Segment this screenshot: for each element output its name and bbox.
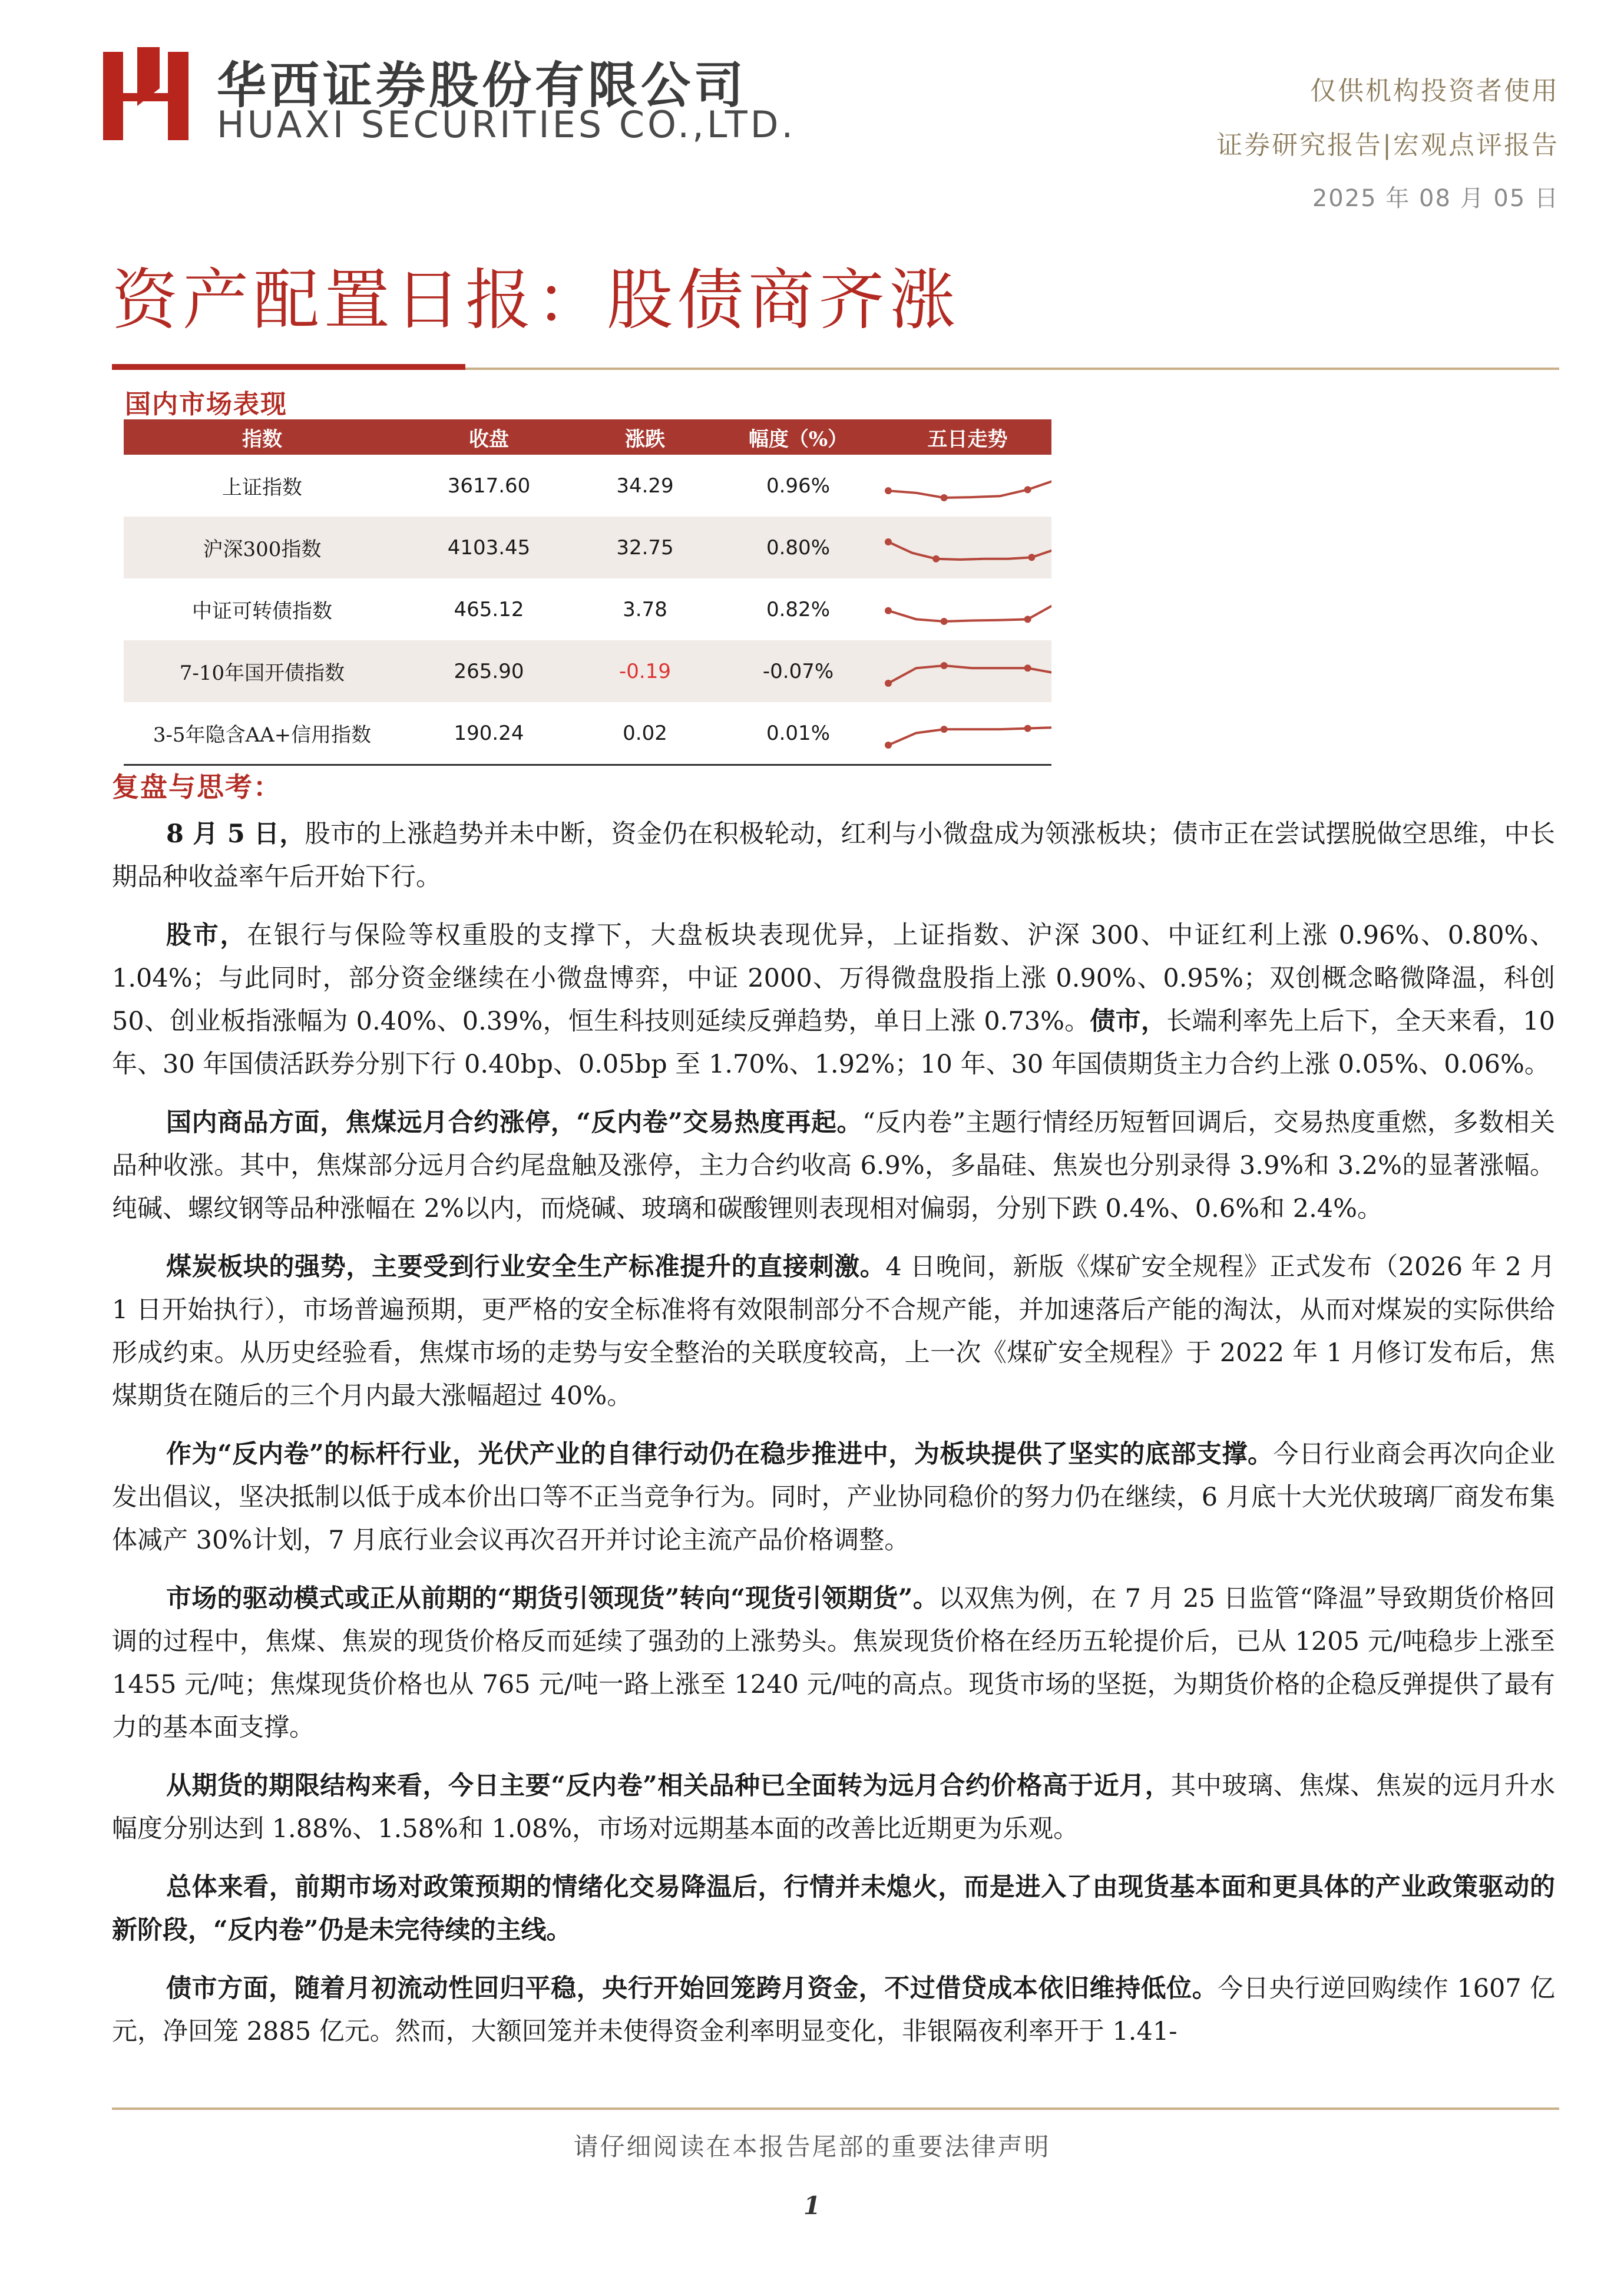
sparkline — [884, 530, 1051, 565]
pct-cell: 0.80% — [766, 535, 830, 560]
paragraph — [112, 813, 1555, 899]
paragraph-lead: 债市， — [1090, 1007, 1167, 1036]
index-name-cell: 中证可转债指数 — [192, 600, 332, 623]
paragraph-text: 长端利率先上后下，全天来看，10 年、30 年国债活跃券分别下行 0.40bp、0.05bp 至 1.70%、1.92%；10 年、30 年国债期货主力合约上涨 0.05%、0.06%。 — [112, 1007, 1556, 1079]
footer-divider — [112, 2108, 1559, 2110]
index-name-cell: 上证指数 — [222, 476, 302, 499]
body-text — [112, 813, 1555, 2069]
index-name-cell: 3-5年隐含AA+信用指数 — [153, 723, 372, 747]
paragraph-lead: 从期货的期限结构来看，今日主要“反内卷”相关品种已全面转为远月合约价格高于近月， — [166, 1771, 1171, 1801]
sparkline-point — [885, 607, 892, 614]
column-header-index: 指数 — [242, 427, 282, 451]
huaxi-logo-icon — [103, 47, 188, 141]
paragraph-text: 其中玻璃、焦煤、焦炭的远月升水幅度分别达到 1.88%、1.58%和 1.08%，市场对远期基本面的改善比近期更为乐观。 — [112, 1771, 1555, 1844]
pct-cell: 0.82% — [766, 597, 830, 621]
page-number: 1 — [803, 2191, 821, 2220]
title-divider-gold — [465, 368, 1559, 370]
trend-cell — [884, 592, 1051, 627]
paragraph-text: 今日行业商会再次向企业发出倡议，坚决抵制以低于成本价出口等不正当竞争行为。同时，产业协同稳价的努力仍在继续，6 月底十大光伏玻璃厂商发布集体减产 30%计划，7 月底行业会议再次召开并讨论主流产品价格调整。 — [112, 1440, 1555, 1555]
sparkline-point — [941, 662, 948, 669]
paragraph — [112, 1866, 1555, 1952]
paragraph — [112, 1433, 1555, 1562]
table-row — [124, 455, 1051, 517]
paragraph — [112, 1246, 1555, 1418]
column-header-change: 涨跌 — [625, 427, 665, 451]
table-header — [124, 419, 1051, 455]
column-header-close: 收盘 — [469, 427, 509, 451]
change-cell: -0.19 — [619, 659, 671, 683]
table-body — [124, 455, 1051, 764]
change-cell: 3.78 — [623, 597, 667, 621]
paragraph-text: “反内卷”主题行情经历短暂回调后，交易热度重燃，多数相关品种收涨。其中，焦煤部分远月合约尾盘触及涨停，主力合约收高 6.9%，多晶硅、焦炭也分别录得 3.9%和 3.2%的显著涨幅。纯碱、螺纹钢等品种涨幅在 2%以内，而烧碱、玻璃和碳酸锂则表现相对偏弱，分别下跌 0.4%、0.6%和 2.4%。 — [112, 1108, 1556, 1223]
company-name-cn: 华西证券股份有限公司 — [217, 57, 747, 114]
sparkline-point — [1028, 554, 1035, 561]
change-cell: 32.75 — [616, 535, 674, 560]
index-name-cell: 沪深300指数 — [203, 538, 322, 561]
sparkline — [884, 468, 1051, 504]
paragraph-lead: 市场的驱动模式或正从前期的“期货引领现货”转向“现货引领期货”。 — [166, 1584, 938, 1613]
close-cell: 465.12 — [454, 597, 524, 621]
paragraph-lead: 8 月 5 日， — [166, 819, 305, 849]
paragraph-text: 4 日晚间，新版《煤矿安全规程》正式发布（2026 年 2 月 1 日开始执行），市场普遍预期，更严格的安全标准将有效限制部分不合规产能，并加速落后产能的淘汰，从而对煤炭的实际供给形成约束。从历史经验看，焦煤市场的走势与安全整治的关联度较高，上一次《煤矿安全规程》于 2022 年 1 月修订发布后，焦煤期货在随后的三个月内最大涨幅超过 40%。 — [112, 1252, 1555, 1411]
sparkline-point — [1024, 724, 1031, 732]
sparkline — [884, 592, 1051, 627]
sparkline-point — [885, 680, 892, 687]
table-row — [124, 578, 1051, 640]
close-cell: 3617.60 — [447, 474, 531, 498]
paragraph-text: 股市的上涨趋势并未中断，资金仍在积极轮动，红利与小微盘成为领涨板块；债市正在尝试摆脱做空思维，中长期品种收益率午后开始下行。 — [112, 819, 1556, 892]
close-cell: 190.24 — [454, 721, 524, 745]
sparkline-point — [1024, 486, 1031, 493]
pct-cell: 0.96% — [766, 474, 830, 498]
paragraph-text: 在银行与保险等权重股的支撑下，大盘板块表现优异，上证指数、沪深 300、中证红利上涨 0.96%、0.80%、1.04%；与此同时，部分资金继续在小微盘博弈，中证 2000、万得微盘股指上涨 0.90%、0.95%；双创概念略微降温，科创 50、创业板指涨幅为 0.40%、0.39%，恒生科技则延续反弹趋势，单日上涨 0.73%。 — [112, 921, 1555, 1036]
paragraph — [112, 1577, 1555, 1749]
paragraph-lead: 煤炭板块的强势，主要受到行业安全生产标准提升的直接刺激。 — [166, 1252, 886, 1282]
sparkline-point — [885, 538, 892, 545]
trend-cell — [884, 468, 1051, 504]
company-name-en: HUAXI SECURITIES CO.,LTD. — [217, 103, 796, 146]
paragraph — [112, 1967, 1555, 2053]
sparkline-point — [1024, 616, 1031, 623]
table-row — [124, 702, 1051, 764]
paragraph-text: 以双焦为例，在 7 月 25 日监管“降温”导致期货价格回调的过程中，焦煤、焦炭的现货价格反而延续了强劲的上涨势头。焦炭现货价格在经历五轮提价后，已从 1205 元/吨稳步上涨至 1455 元/吨；焦煤现货价格也从 765 元/吨一路上涨至 1240 元/吨的高点。现货市场的坚挺，为期货价格的企稳反弹提供了最有力的基本面支撑。 — [112, 1584, 1556, 1742]
report-type: 证券研究报告|宏观点评报告 — [1216, 130, 1559, 160]
close-cell: 265.90 — [454, 659, 524, 683]
sparkline-point — [885, 742, 892, 749]
sparkline-point — [941, 618, 948, 625]
column-header-pct: 幅度（%） — [748, 427, 848, 451]
table-row — [124, 640, 1051, 702]
close-cell: 4103.45 — [447, 535, 531, 560]
title-divider-red — [112, 364, 465, 370]
index-name-cell: 7-10年国开债指数 — [179, 661, 345, 685]
report-date: 2025 年 08 月 05 日 — [1312, 185, 1559, 212]
paragraph — [112, 1101, 1555, 1230]
page-title: 资产配置日报：股债商齐涨 — [112, 262, 960, 339]
sparkline — [884, 654, 1051, 689]
change-cell: 0.02 — [623, 721, 667, 745]
trend-cell — [884, 530, 1051, 565]
usage-note: 仅供机构投资者使用 — [1310, 76, 1559, 106]
sparkline — [884, 716, 1051, 751]
paragraph-lead: 国内商品方面，焦煤远月合约涨停，“反内卷”交易热度再起。 — [166, 1108, 863, 1137]
paragraph — [112, 914, 1555, 1086]
trend-cell — [884, 654, 1051, 689]
paragraph-lead: 总体来看，前期市场对政策预期的情绪化交易降温后，行情并未熄火，而是进入了由现货基本面和更具体的产业政策驱动的新阶段，“反内卷”仍是未完待续的主线。 — [112, 1872, 1555, 1945]
paragraph — [112, 1765, 1555, 1851]
paragraph-lead: 债市方面，随着月初流动性回归平稳，央行开始回笼跨月资金，不过借贷成本依旧维持低位。 — [166, 1974, 1218, 2003]
column-header-trend: 五日走势 — [927, 427, 1008, 451]
paragraph-lead: 作为“反内卷”的标杆行业，光伏产业的自律行动仍在稳步推进中，为板块提供了坚实的底部支撑。 — [166, 1440, 1274, 1469]
review-section-heading: 复盘与思考： — [112, 771, 282, 803]
legal-notice: 请仔细阅读在本报告尾部的重要法律声明 — [573, 2132, 1051, 2161]
market-table — [124, 419, 1051, 764]
paragraph-text: 今日央行逆回购续作 1607 亿元，净回笼 2885 亿元。然而，大额回笼并未使得资金利率明显变化，非银隔夜利率开于 1.41- — [112, 1974, 1555, 2046]
table-row — [124, 517, 1051, 578]
trend-cell — [884, 716, 1051, 751]
sparkline-point — [932, 555, 940, 562]
paragraph-lead: 股市， — [166, 921, 247, 950]
sparkline-point — [1024, 664, 1031, 671]
change-cell: 34.29 — [616, 474, 674, 498]
market-section-heading: 国内市场表现 — [125, 389, 287, 419]
sparkline-line — [888, 542, 1051, 560]
pct-cell: 0.01% — [766, 721, 830, 745]
pct-cell: -0.07% — [762, 659, 834, 683]
sparkline-point — [941, 726, 948, 733]
sparkline-point — [885, 487, 892, 494]
sparkline-point — [941, 494, 948, 501]
